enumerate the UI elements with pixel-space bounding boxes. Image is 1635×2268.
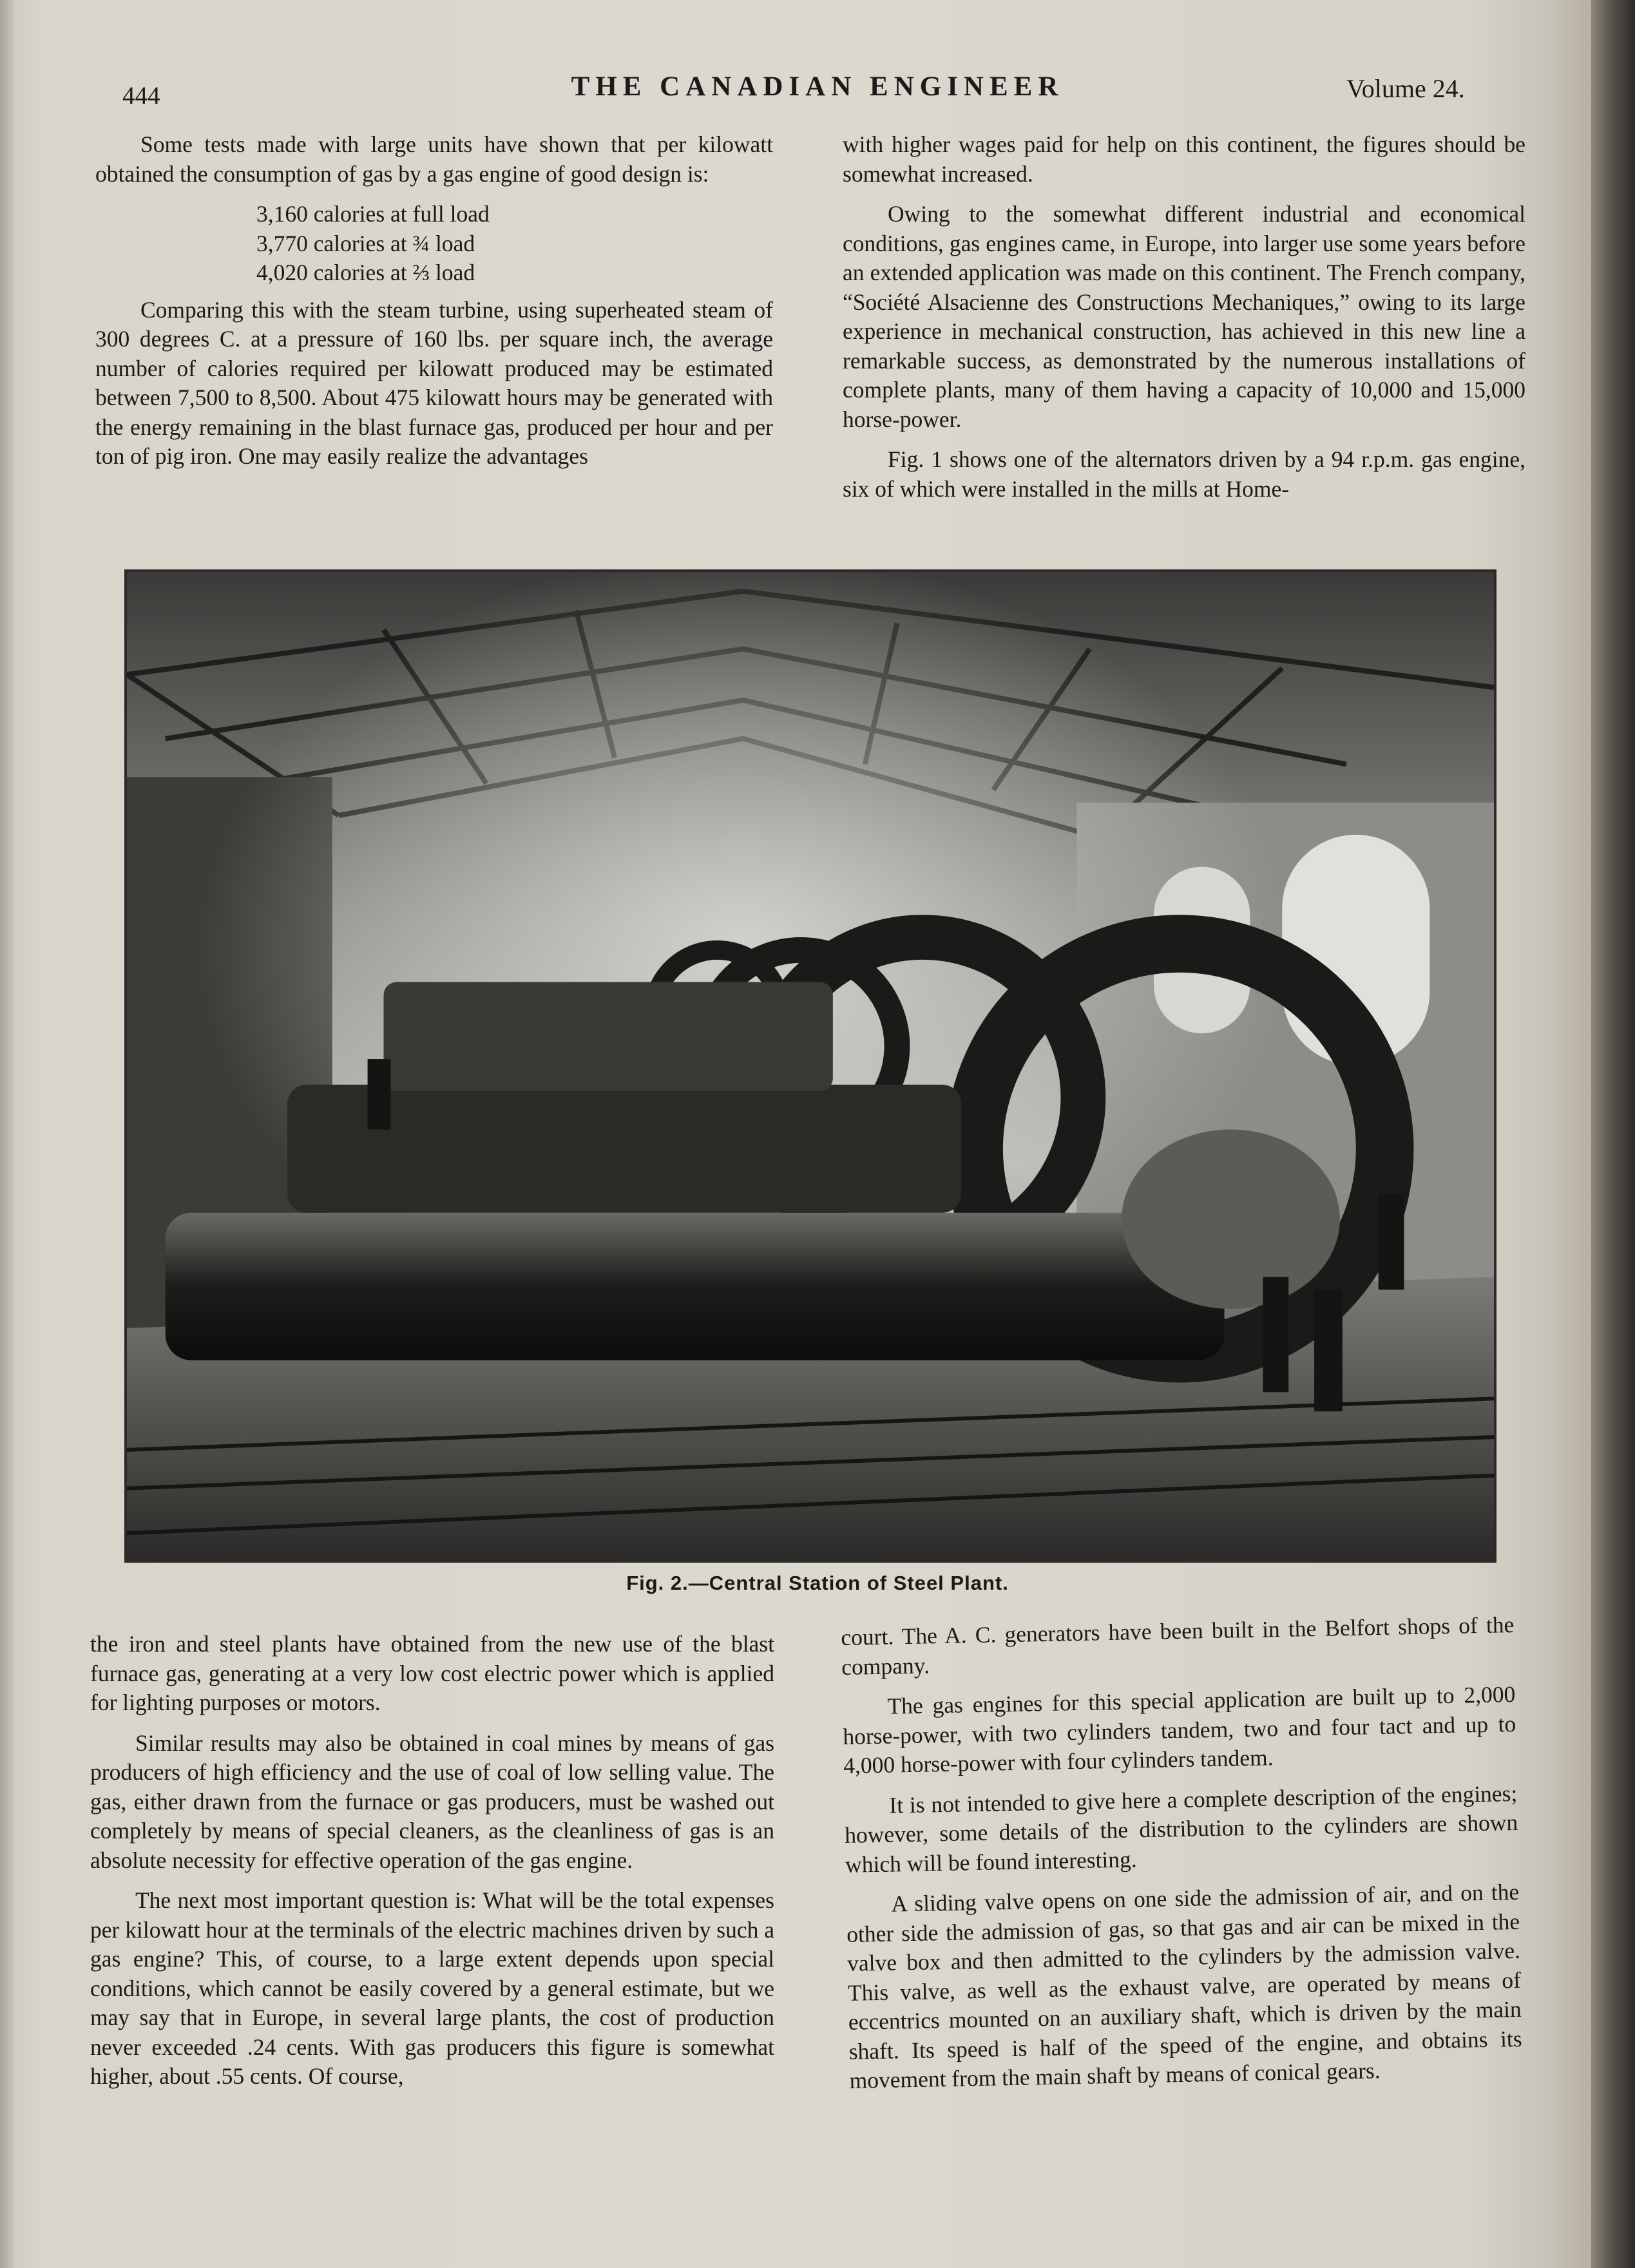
paragraph: A sliding valve opens on one side the admission of air, and on the other side the admission of gas, so that gas and air can be mixed in the valve box and then admitted to the cylinders by the admission valve. This valve, as well as the exhaust valve, are operated by means of eccentrics mounted on an auxiliary shaft, which is driven by the main shaft. Its speed is half of the speed of the engine, and obtains its movement from the main shaft by means of conical gears. bbox=[846, 1878, 1522, 2093]
list-item: 4,020 calories at ⅔ load bbox=[256, 260, 475, 285]
paragraph: The next most important question is: What will be the total expenses per kilowatt hour at the terminals of the electric machines driven by such a gas engine? This, of course, to a large extent depends upon special conditions, which cannot be easily covered by a general estimate, but we may say that in Europe, in several large plants, the cost of production never exceeded .24 cents. With gas producers this figure is somewhat higher, about .55 cents. Of course, bbox=[90, 1887, 774, 2089]
text-column-top-left bbox=[95, 130, 773, 482]
paragraph: Owing to the somewhat different industrial and economical conditions, gas engines came, in Europe, into larger use some years before an extended application was made on this continent. The French company, “Société Alsacienne des Constructions Mechaniques,” owing to its large experience in mechanical construction, has achieved in this new line a remarkable success, as demonstrated by the numerous installations of complete plants, many of them having a capacity of 10,000 and 15,000 horse-power. bbox=[843, 201, 1525, 432]
paragraph: with higher wages paid for help on this continent, the figures should be somewhat increased. bbox=[843, 131, 1525, 187]
text-column-top-right bbox=[843, 130, 1525, 515]
paragraph: Some tests made with large units have shown that per kilowatt obtained the consumption of gas by a gas engine of good design is: bbox=[95, 131, 773, 187]
paragraph: It is not intended to give here a complete description of the engines; however, some details of the distribution to the cylinders are shown which will be found interesting. bbox=[844, 1780, 1518, 1878]
engine-hall-photo bbox=[127, 572, 1494, 1560]
volume-label: Volume 24. bbox=[1346, 74, 1465, 103]
paragraph: Similar results may also be obtained in coal mines by means of gas producers of high efficiency and the use of coal of low selling value. The gas, either drawn from the furnace or gas producers, must be washed out completely by means of special cleaners, as the cleanliness of gas is an absolute necessity for effective operation of the gas engine. bbox=[90, 1730, 774, 1873]
page-binding-shadow bbox=[1591, 0, 1635, 2268]
paragraph: court. The A. C. generators have been built in the Belfort shops of the company. bbox=[841, 1611, 1515, 1680]
running-header bbox=[0, 67, 1598, 112]
paragraph: The gas engines for this special application are built up to 2,000 horse-power, with two cylinders tandem, two and four tact and up to 4,000 horse-power with four cylinders tandem. bbox=[842, 1681, 1516, 1778]
paragraph: Comparing this with the steam turbine, using superheated steam of 300 degrees C. at a pressure of 160 lbs. per square inch, the average number of calories required per kilowatt produced may be estimated between 7,500 to 8,500. About 475 kilowatt hours may be generated with the energy remaining in the blast furnace gas, produced per hour and per ton of pig iron. One may easily realize the advantages bbox=[95, 296, 773, 469]
page-number: 444 bbox=[122, 82, 160, 110]
figure-caption: Fig. 2.—Central Station of Steel Plant. bbox=[626, 1572, 1009, 1594]
list-item: 3,160 calories at full load bbox=[256, 201, 490, 227]
paragraph: the iron and steel plants have obtained from the new use of the blast furnace gas, generating at a very low cost electric power which is applied for lighting purposes or motors. bbox=[90, 1631, 774, 1715]
text-column-bottom-right bbox=[841, 1610, 1523, 2106]
paragraph: Fig. 1 shows one of the alternators driven by a 94 r.p.m. gas engine, six of which were installed in the mills at Home- bbox=[843, 446, 1525, 502]
journal-title: THE CANADIAN ENGINEER bbox=[571, 71, 1064, 102]
calorie-list bbox=[95, 200, 773, 288]
text-column-bottom-left bbox=[90, 1630, 774, 2102]
page-left-edge bbox=[0, 0, 14, 2268]
figure-photograph bbox=[124, 569, 1496, 1563]
list-item: 3,770 calories at ¾ load bbox=[256, 230, 475, 256]
